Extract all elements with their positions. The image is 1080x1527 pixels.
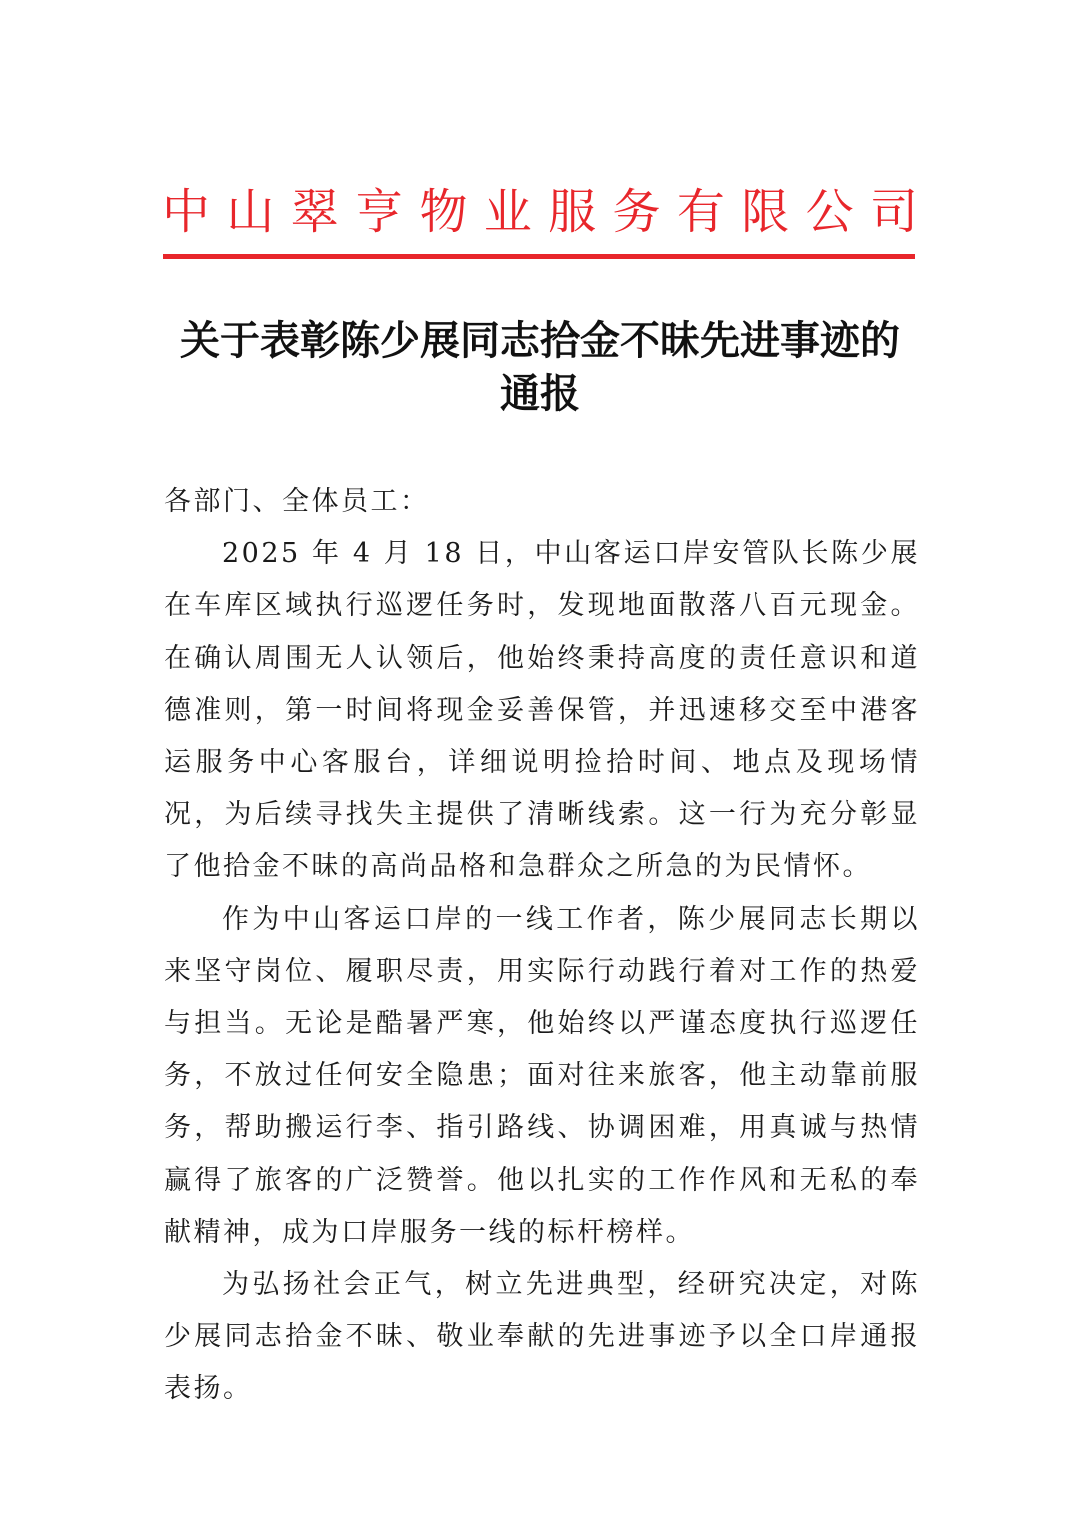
document-body [164, 476, 920, 1416]
document-title [150, 314, 930, 420]
paragraph-2: 作为中山客运口岸的一线工作者，陈少展同志长期以来坚守岗位、履职尽责，用实际行动践行着对工作的热爱与担当。无论是酷暑严寒，他始终以严谨态度执行巡逻任务，不放过任何安全隐患；面对往来旅客，他主动靠前服务，帮助搬运行李、指引路线、协调困难，用真诚与热情赢得了旅客的广泛赞誉。他以扎实的工作作风和无私的奉献精神，成为口岸服务一线的标杆榜样。 [164, 903, 920, 1248]
paragraph-3: 为弘扬社会正气，树立先进典型，经研究决定，对陈少展同志拾金不昧、敬业奉献的先进事迹予以全口岸通报表扬。 [164, 1269, 920, 1405]
document-title-line-1: 关于表彰陈少展同志拾金不昧先进事迹的 [180, 317, 900, 364]
salutation: 各部门、全体员工： [164, 486, 430, 517]
paragraph-1: 2025 年 4 月 18 日，中山客运口岸安管队长陈少展在车库区域执行巡逻任务时，发现地面散落八百元现金。在确认周围无人认领后，他始终秉持高度的责任意识和道德准则，第一时间将现金妥善保管，并迅速移交至中港客运服务中心客服台，详细说明捡拾时间、地点及现场情况，为后续寻找失主提供了清晰线索。这一行为充分彰显了他拾金不昧的高尚品格和急群众之所急的为民情怀。 [164, 538, 920, 883]
red-divider-line [163, 254, 915, 259]
company-name-header: 中山翠亨物业服务有限公司 [162, 184, 918, 240]
document-title-line-2: 通报 [500, 370, 580, 417]
